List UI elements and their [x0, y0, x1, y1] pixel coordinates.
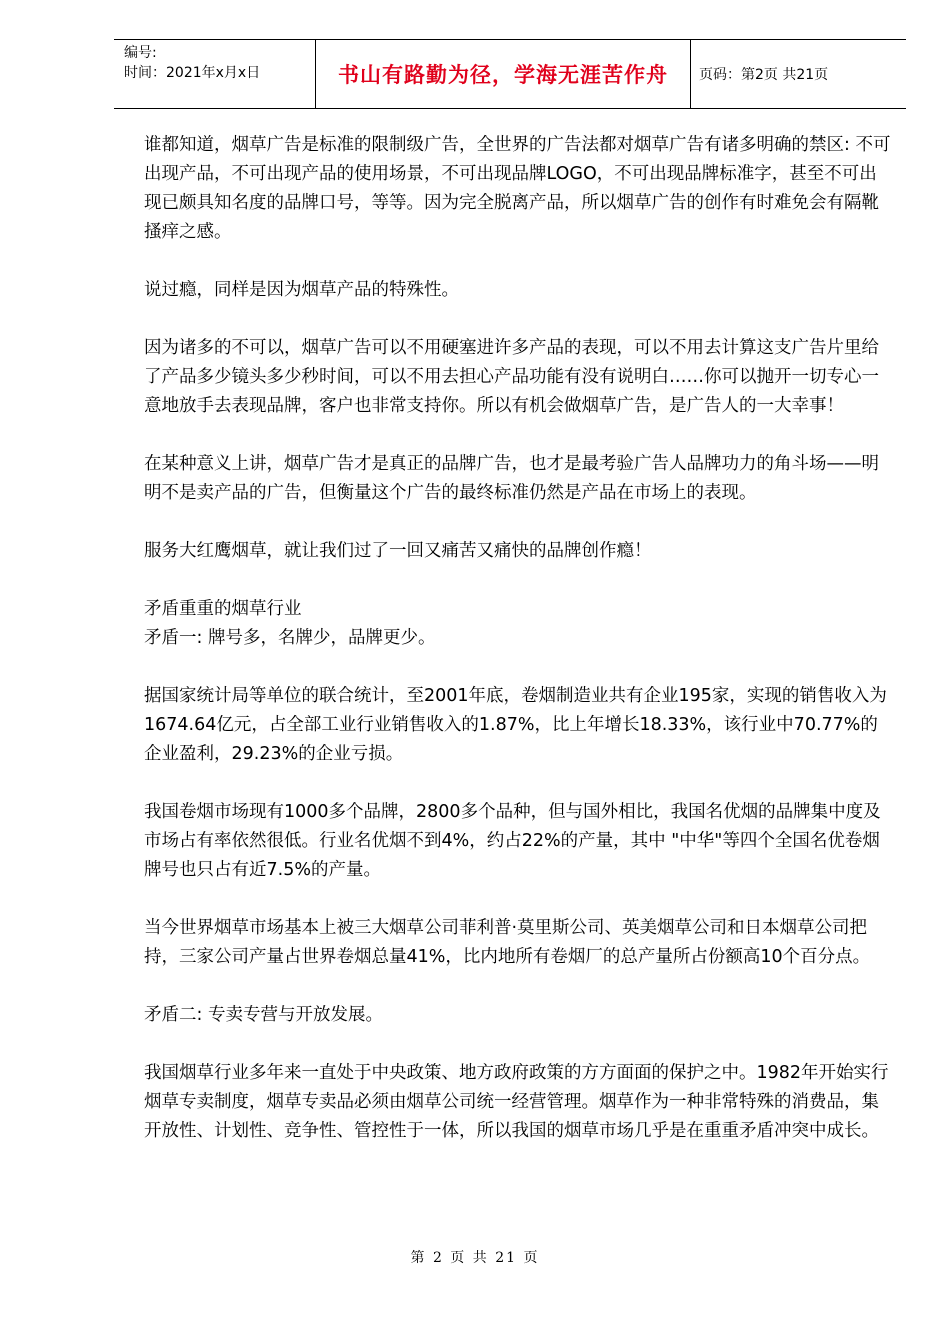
document-number-label: 编号: [124, 45, 157, 61]
paragraph: 说过瘾，同样是因为烟草产品的特殊性。 [144, 280, 459, 300]
header-motto: 书山有路勤为径，学海无涯苦作舟 [316, 40, 691, 108]
document-time-label: 时间：2021年x月x日 [124, 65, 261, 81]
paragraph: 当今世界烟草市场基本上被三大烟草公司菲利普·莫里斯公司、英美烟草公司和日本烟草公司把持，三家公司产量占世界卷烟总量41%，比内地所有卷烟厂的总产量所占份额高10个百分点。 [144, 918, 871, 967]
subheading: 矛盾一: 牌号多，名牌少，品牌更少。 [144, 628, 436, 648]
paragraph: 因为诸多的不可以，烟草广告可以不用硬塞进许多产品的表现，可以不用去计算这支广告片里给了产品多少镜头多少秒时间，可以不用去担心产品功能有没有说明白……你可以抛开一切专心一意地放手去表现品牌，客户也非常支持你。所以有机会做烟草广告，是广告人的一大幸事！ [144, 338, 879, 416]
paragraph: 服务大红鹰烟草，就让我们过了一回又痛苦又痛快的品牌创作瘾！ [144, 541, 652, 561]
paragraph: 我国卷烟市场现有1000多个品牌，2800多个品种，但与国外相比，我国名优烟的品牌集中度及市场占有率依然很低。行业名优烟不到4%，约占22%的产量，其中 "中华"等四个全国名优卷烟牌号也只占有近7.5%的产量。 [144, 802, 881, 880]
header-page-info: 页码：第2页 共21页 [699, 67, 829, 83]
section-heading: 矛盾重重的烟草行业 [144, 599, 302, 619]
subheading: 矛盾二: 专卖专营与开放发展。 [144, 1005, 383, 1025]
document-body [144, 131, 894, 1175]
paragraph: 我国烟草行业多年来一直处于中央政策、地方政府政策的方方面面的保护之中。1982年开始实行烟草专卖制度，烟草专卖品必须由烟草公司统一经营管理。烟草作为一种非常特殊的消费品，集开放性、计划性、竞争性、管控性于一体，所以我国的烟草市场几乎是在重重矛盾冲突中成长。 [144, 1063, 889, 1141]
paragraph: 谁都知道，烟草广告是标准的限制级广告，全世界的广告法都对烟草广告有诸多明确的禁区: 不可出现产品，不可出现产品的使用场景，不可出现品牌LOGO，不可出现品牌标准字，甚至不可出现已颇具知名度的品牌口号，等等。因为完全脱离产品，所以烟草广告的创作有时难免会有隔靴搔痒之感。 [144, 135, 891, 242]
page-header [114, 39, 906, 109]
page-footer: 第 2 页 共 21 页 [410, 1250, 540, 1266]
paragraph: 据国家统计局等单位的联合统计，至2001年底，卷烟制造业共有企业195家，实现的销售收入为1674.64亿元，占全部工业行业销售收入的1.87%，比上年增长18.33%，该行业中70.77%的企业盈利，29.23%的企业亏损。 [144, 686, 887, 764]
paragraph: 在某种意义上讲，烟草广告才是真正的品牌广告，也才是最考验广告人品牌功力的角斗场——明明不是卖产品的广告，但衡量这个广告的最终标准仍然是产品在市场上的表现。 [144, 454, 879, 503]
header-meta [114, 40, 316, 108]
